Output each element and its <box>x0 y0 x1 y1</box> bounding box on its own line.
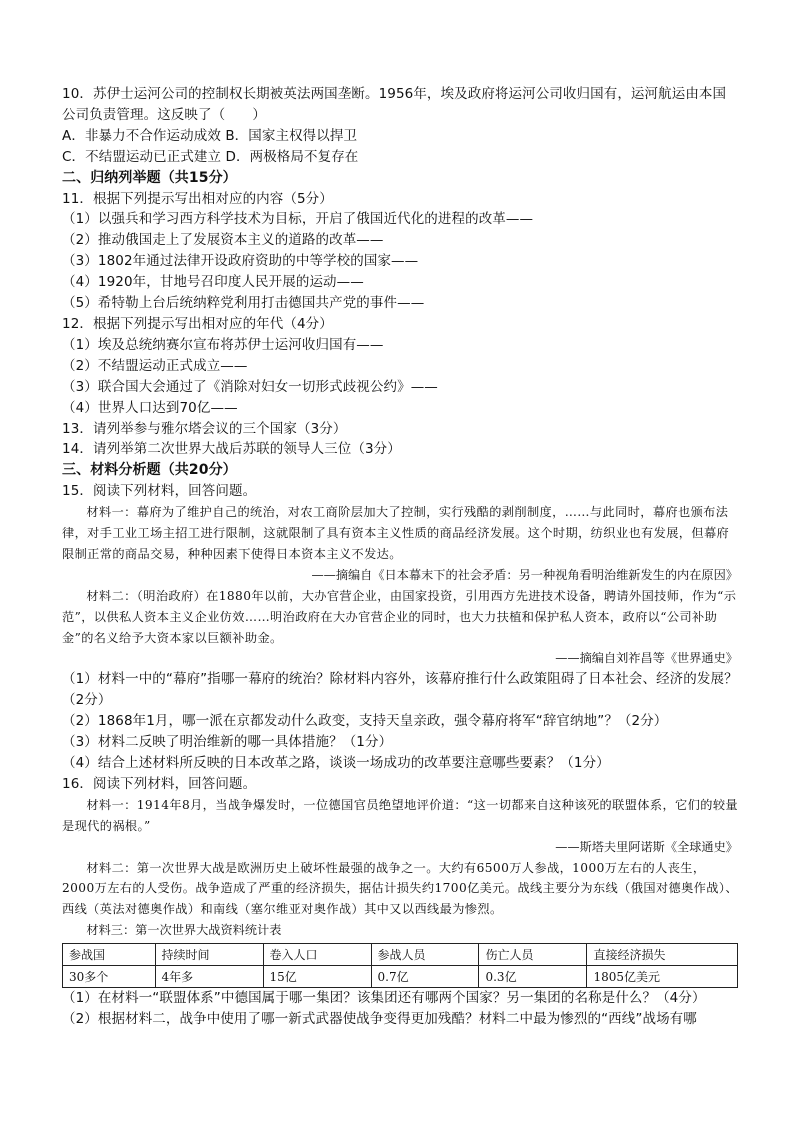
table-cell: 1805亿美元 <box>587 966 738 988</box>
question-12-stem: 12．根据下列提示写出相对应的年代（4分） <box>62 315 333 332</box>
question-14: 14．请列举第二次世界大战后苏联的领导人三位（3分） <box>62 441 401 458</box>
question-16-material-2: 材料二：第一次世界大战是欧洲历史上破坏性最强的战争之一。大约有6500万人参战，1000万左右的人丧生，2000万左右的人受伤。战争造成了严重的经济损失，据估计损失约1700亿美元。战线主要分为东线（俄国对德奥作战）、西线（英法对德奥作战）和南线（塞尔维亚对奥作战）其中又以西线最为惨烈。 <box>62 860 738 917</box>
table-cell: 15亿 <box>263 966 371 988</box>
question-12-item-3: （3）联合国大会通过了《消除对妇女一切形式歧视公约》—— <box>62 378 438 395</box>
question-10-stem: 10．苏伊士运河公司的控制权长期被英法两国垄断。1956年，埃及政府将运河公司收归国有，运河航运由本国公司负责管理。这反映了（ ） <box>62 86 727 123</box>
question-11-stem: 11．根据下列提示写出相对应的内容（5分） <box>62 190 333 207</box>
question-16-stem: 16．阅读下列材料，回答问题。 <box>62 775 257 792</box>
section-3-title: 三、材料分析题（共20分） <box>62 462 237 479</box>
question-12-item-4: （4）世界人口达到70亿—— <box>62 399 238 416</box>
question-11-item-4: （4）1920年，甘地号召印度人民开展的运动—— <box>62 274 364 291</box>
table-header-cell: 直接经济损失 <box>587 944 738 966</box>
exam-page <box>62 84 738 1030</box>
question-16-sub-1: （1）在材料一“联盟体系”中德国属于哪一集团？该集团还有哪两个国家？另一集团的名称是什么？（4分） <box>62 990 706 1007</box>
table-cell: 0.3亿 <box>479 966 587 988</box>
war-statistics-table <box>62 943 738 988</box>
question-15-source-2: ——摘编自刘祚昌等《世界通史》 <box>555 651 738 666</box>
table-header-cell: 持续时间 <box>155 944 263 966</box>
question-11-item-5: （5）希特勒上台后统纳粹党利用打击德国共产党的事件—— <box>62 295 425 312</box>
table-row <box>63 966 738 988</box>
question-13: 13．请列举参与雅尔塔会议的三个国家（3分） <box>62 420 347 437</box>
table-cell: 4年多 <box>155 966 263 988</box>
question-11-item-3: （3）1802年通过法律开设政府资助的中等学校的国家—— <box>62 253 419 270</box>
question-15-sub-1: （1）材料一中的“幕府”指哪一幕府的统治？除材料内容外，该幕府推行什么政策阻碍了日本社会、经济的发展？（2分） <box>62 671 738 709</box>
section-2-title: 二、归纳列举题（共15分） <box>62 169 237 186</box>
question-11-item-1: （1）以强兵和学习西方科学技术为目标，开启了俄国近代化的进程的改革—— <box>62 211 534 228</box>
table-cell: 30多个 <box>63 966 156 988</box>
question-10-options-cd: C．不结盟运动已正式建立 D．两极格局不复存在 <box>62 148 359 165</box>
question-15-stem: 15．阅读下列材料，回答问题。 <box>62 483 257 500</box>
question-15-material-2: 材料二：（明治政府）在1880年以前，大办官营企业，由国家投资，引用西方先进技术设备，聘请外国技师，作为“示范”，以供私人资本主义企业仿效……明治政府在大办官营企业的同时，也大力扶植和保护私人资本，政府以“公司补助金”的名义给予大资本家以巨额补助金。 <box>62 588 737 645</box>
table-header-row <box>63 944 738 966</box>
table-header-cell: 参战人员 <box>371 944 479 966</box>
question-16-source-1: ——斯塔夫里阿诺斯《全球通史》 <box>555 839 738 854</box>
question-16-table-caption: 材料三：第一次世界大战资料统计表 <box>86 923 282 938</box>
table-header-cell: 伤亡人员 <box>479 944 587 966</box>
question-15-material-1: 材料一：幕府为了维护自己的统治，对农工商阶层加大了控制，实行残酷的剥削制度，……与此同时，幕府也颁布法律，对手工业工场主招工进行限制，这就限制了具有资本主义性质的商品经济发展。这个时期，纺织业也有发展，但幕府限制正常的商品交易，种种因素下使得日本资本主义不发达。 <box>62 505 730 561</box>
question-15-sub-2: （2）1868年1月，哪一派在京都发动什么政变，支持天皇亲政，强令幕府将军“辞官纳地”？（2分） <box>62 713 668 730</box>
question-12-item-1: （1）埃及总统纳赛尔宣布将苏伊士运河收归国有—— <box>62 336 384 353</box>
question-12-item-2: （2）不结盟运动正式成立—— <box>62 357 248 374</box>
question-15-sub-4: （4）结合上述材料所反映的日本改革之路，谈谈一场成功的改革要注意哪些要素？（1分） <box>62 755 610 771</box>
question-10-options-ab: A．非暴力不合作运动成效 B．国家主权得以捍卫 <box>62 127 358 144</box>
question-16-sub-2: （2）根据材料二，战争中使用了哪一新式武器使战争变得更加残酷？材料二中最为惨烈的“西线”战场有哪 <box>62 1011 697 1028</box>
question-16-material-1: 材料一：1914年8月，当战争爆发时，一位德国官员绝望地评价道：“这一切都来自这种该死的联盟体系，它们的较量是现代的祸根。” <box>62 797 738 833</box>
table-header-cell: 卷入人口 <box>263 944 371 966</box>
table-cell: 0.7亿 <box>371 966 479 988</box>
question-15-source-1: ——摘编自《日本幕末下的社会矛盾：另一种视角看明治维新发生的内在原因》 <box>311 567 738 582</box>
question-15-sub-3: （3）材料二反映了明治维新的哪一具体措施？（1分） <box>62 734 393 751</box>
question-11-item-2: （2）推动俄国走上了发展资本主义的道路的改革—— <box>62 232 384 249</box>
table-header-cell: 参战国 <box>63 944 156 966</box>
